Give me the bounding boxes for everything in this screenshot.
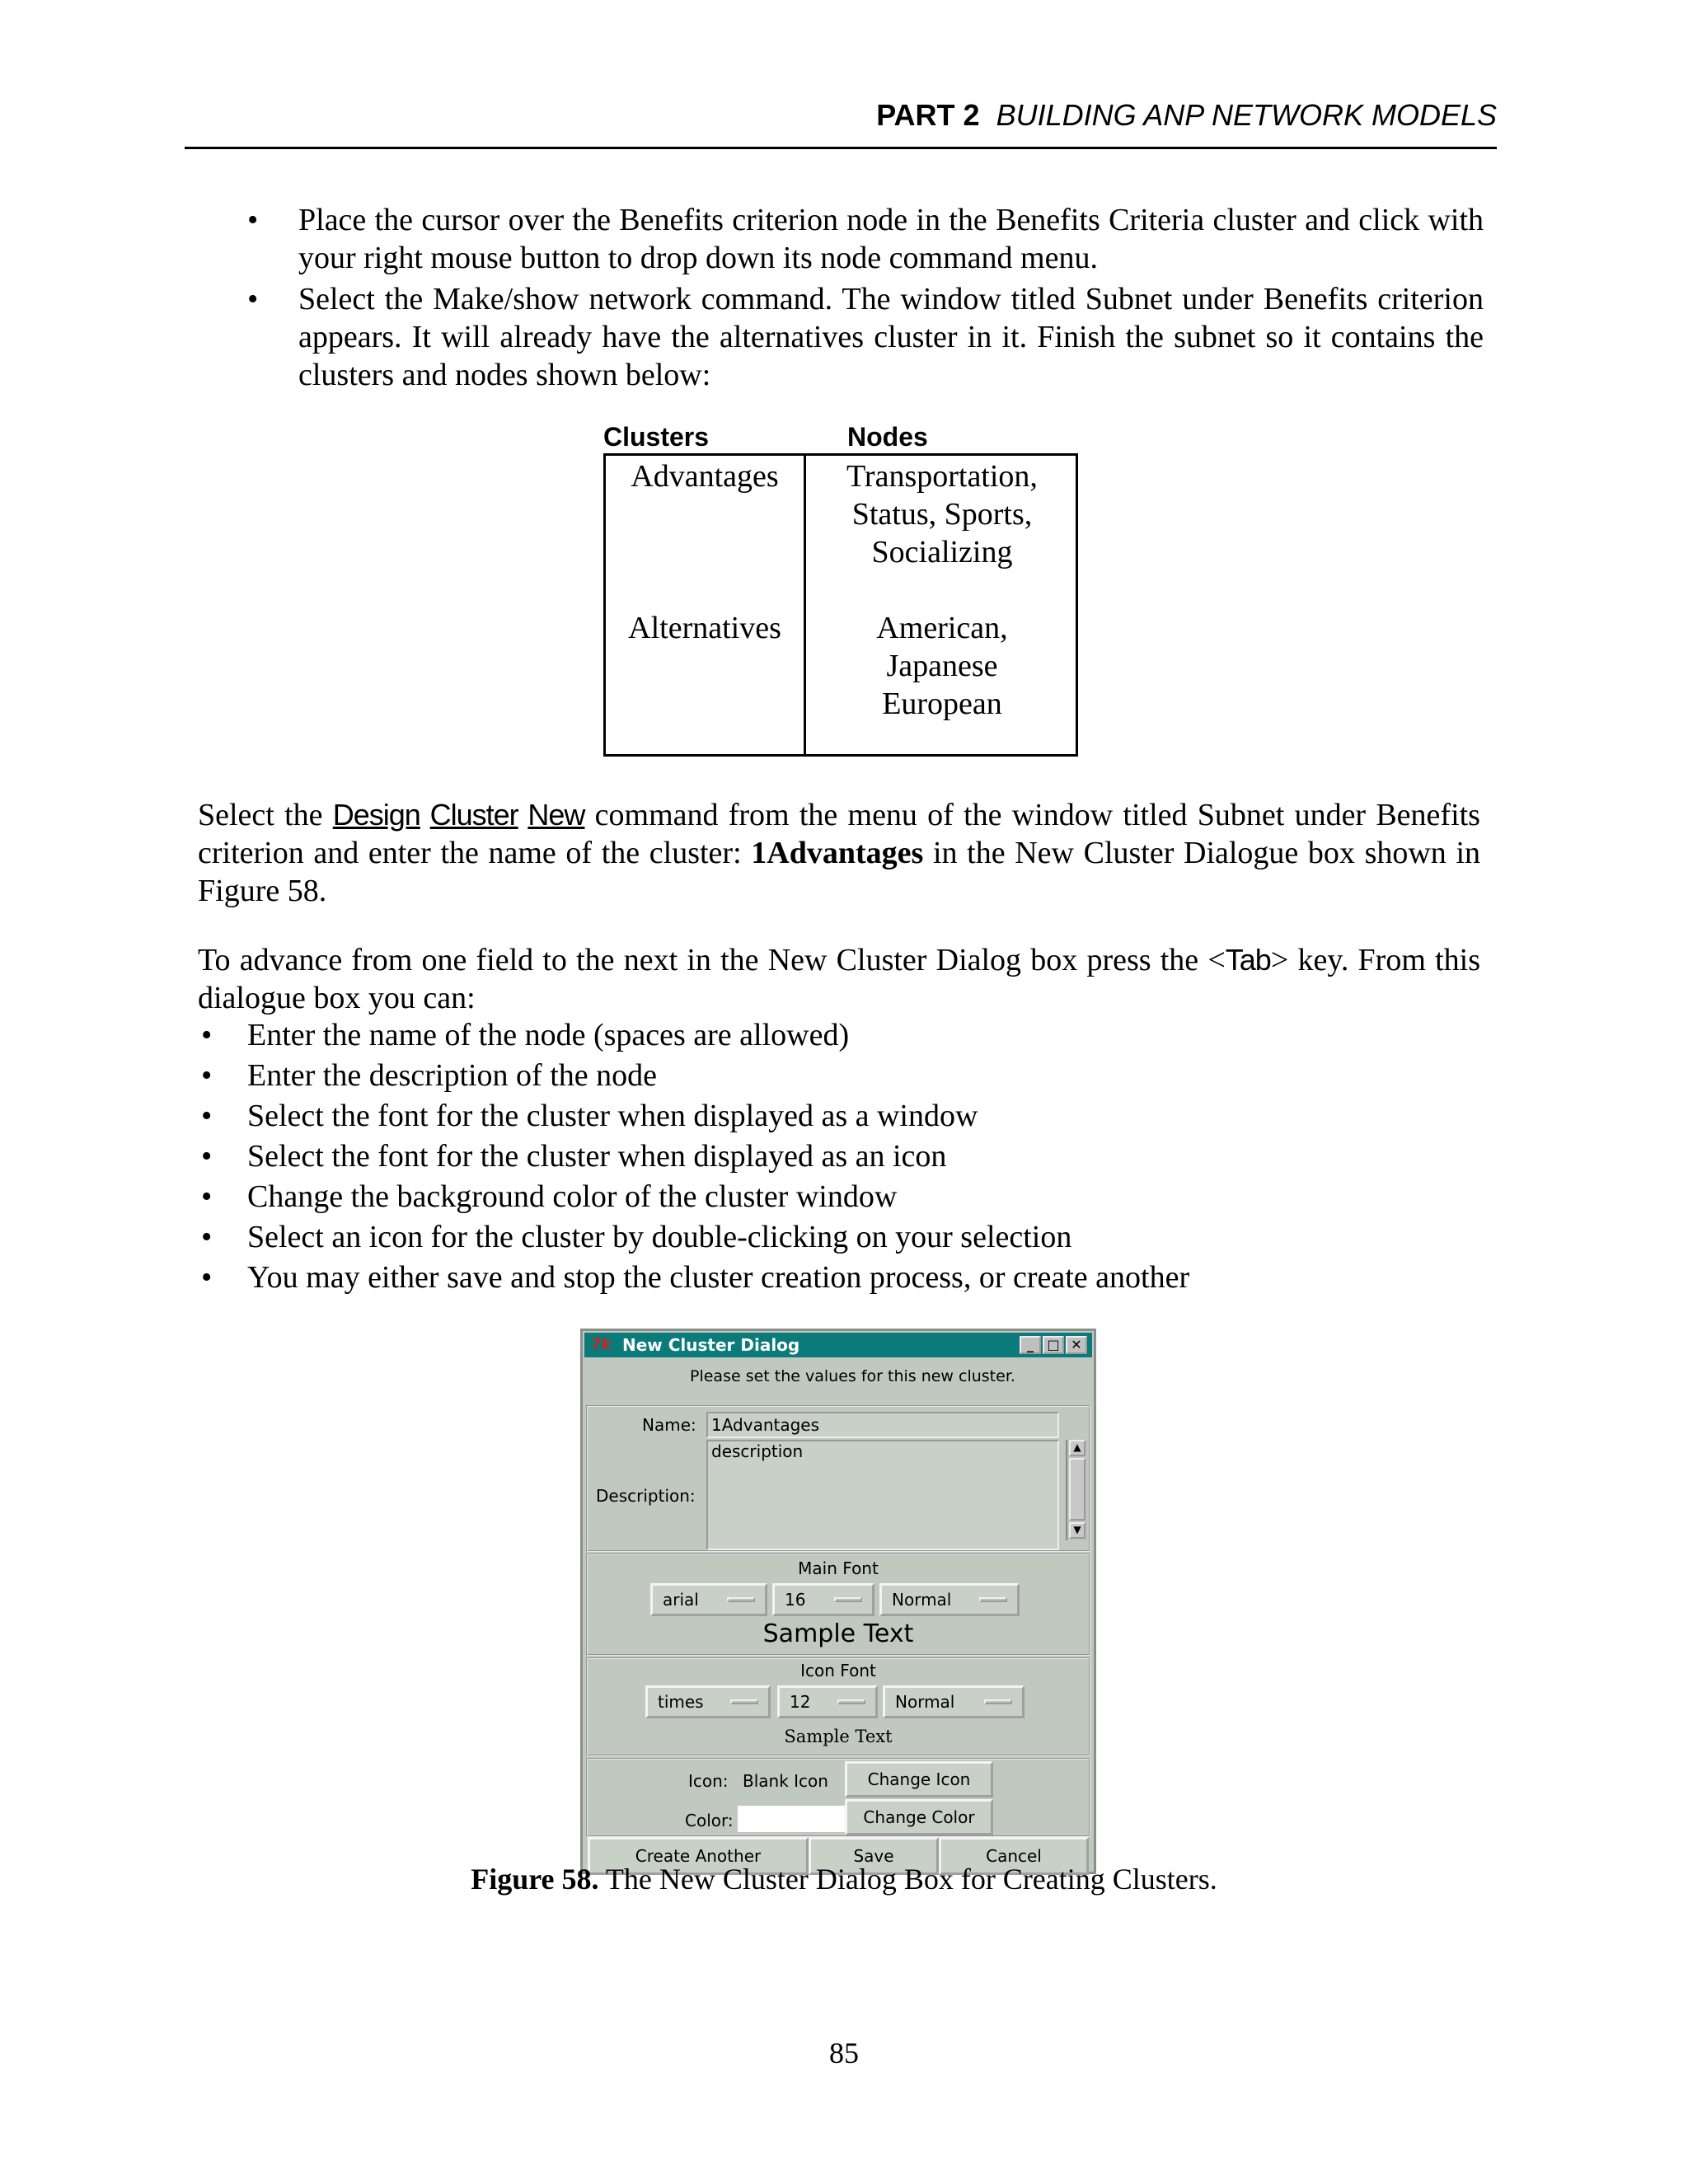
action-bullets	[198, 1015, 1484, 1298]
menu-command	[333, 798, 585, 832]
text-run: in the New Cluster Dialogue box shown in Figure 58.	[198, 836, 1480, 908]
menu-indicator-icon	[979, 1597, 1007, 1602]
scroll-up-arrow-icon[interactable]: ▲	[1069, 1440, 1085, 1456]
icon-font-style-menu[interactable]	[883, 1685, 1025, 1718]
change-color-button[interactable]: Change Color	[845, 1799, 993, 1835]
node-line: Japanese	[886, 649, 998, 683]
menu-value: times	[658, 1692, 704, 1712]
save-button[interactable]: Save	[809, 1837, 939, 1875]
node-line: Transportation,	[846, 459, 1038, 494]
main-font-size-menu[interactable]	[772, 1583, 874, 1616]
text-run: > key. From this dialogue box you can:	[198, 943, 1480, 1015]
tk-app-icon: 7k	[591, 1336, 612, 1353]
icon-value: Blank Icon	[743, 1771, 828, 1791]
figure-caption	[0, 1861, 1688, 1897]
main-font-panel	[586, 1554, 1090, 1656]
menu-indicator-icon	[730, 1699, 758, 1704]
list-item: • Select an icon for the cluster by double-clicking on your selection	[198, 1217, 1484, 1258]
cluster-name-bold: 1Advantages	[751, 836, 924, 870]
col-header-nodes: Nodes	[847, 422, 928, 452]
running-header	[185, 97, 1497, 134]
text-run: To advance from one field to the next in the New Cluster Dialog box press the <	[198, 943, 1226, 977]
dialog-titlebar[interactable]	[584, 1333, 1092, 1357]
nodes-cell	[806, 457, 1078, 571]
main-font-family-menu[interactable]	[650, 1583, 767, 1616]
icon-color-panel	[586, 1758, 1090, 1837]
page-number: 85	[829, 2036, 859, 2069]
paragraph-tab-key	[198, 941, 1480, 1017]
scroll-down-arrow-icon[interactable]: ▼	[1069, 1522, 1085, 1539]
dialog-prompt: Please set the values for this new cluster.	[690, 1367, 1015, 1385]
minimize-button[interactable]: _	[1020, 1336, 1041, 1354]
node-line: American,	[876, 611, 1008, 645]
cmd-cluster: Cluster	[429, 798, 518, 832]
list-item: • Select the Make/show network command. The window titled Subnet under Benefits criterion appears. It will already have the alternatives cluster in it. Finish the subnet so it contains the clusters and nodes shown below:	[247, 280, 1484, 394]
menu-value: arial	[663, 1590, 699, 1610]
icon-font-panel	[586, 1657, 1090, 1756]
description-textarea[interactable]: description	[706, 1440, 1059, 1550]
icon-font-label: Icon Font	[800, 1661, 876, 1680]
cluster-cell: Advantages	[631, 459, 779, 494]
close-button[interactable]: ✕	[1066, 1336, 1087, 1354]
menu-value: Normal	[895, 1692, 955, 1712]
menu-value: 12	[790, 1692, 811, 1712]
header-title: BUILDING ANP NETWORK MODELS	[996, 98, 1497, 132]
menu-value: 16	[785, 1590, 806, 1610]
cmd-new: New	[528, 798, 585, 832]
node-line: European	[882, 687, 1002, 721]
name-input[interactable]: 1Advantages	[706, 1412, 1059, 1438]
color-swatch	[738, 1806, 845, 1832]
change-icon-button[interactable]: Change Icon	[845, 1761, 993, 1797]
maximize-button[interactable]: □	[1043, 1336, 1064, 1354]
color-label: Color:	[685, 1811, 734, 1830]
table-box	[603, 453, 1078, 757]
dialog-title: New Cluster Dialog	[622, 1335, 800, 1355]
menu-indicator-icon	[834, 1597, 862, 1602]
menu-value: Normal	[892, 1590, 952, 1610]
description-label: Description:	[596, 1486, 696, 1506]
cmd-design: Design	[332, 798, 420, 832]
icon-font-family-menu[interactable]	[645, 1685, 771, 1718]
list-item: • Select the font for the cluster when displayed as an icon	[198, 1137, 1484, 1177]
main-font-label: Main Font	[798, 1558, 879, 1578]
name-description-panel	[586, 1405, 1090, 1552]
cancel-button[interactable]: Cancel	[939, 1837, 1089, 1875]
cluster-cell: Alternatives	[628, 611, 781, 645]
header-rule	[185, 147, 1497, 149]
paragraph-design-command	[198, 796, 1480, 910]
list-item: • You may either save and stop the cluster creation process, or create another	[198, 1258, 1484, 1298]
icon-font-size-menu[interactable]	[777, 1685, 878, 1718]
create-another-button[interactable]: Create Another	[588, 1837, 809, 1875]
name-label: Name:	[642, 1415, 696, 1435]
text-run: command from the menu of the window titled Subnet under Benefits criterion and enter the name of the cluster:	[198, 798, 1480, 870]
icon-label: Icon:	[688, 1771, 729, 1791]
col-header-clusters: Clusters	[603, 422, 710, 452]
text-run: Select the	[198, 798, 323, 832]
header-part: PART 2	[876, 98, 980, 132]
list-item: • Place the cursor over the Benefits criterion node in the Benefits Criteria cluster and click with your right mouse button to drop down its node command menu.	[247, 201, 1484, 277]
scroll-thumb[interactable]	[1069, 1458, 1085, 1521]
list-item: • Enter the name of the node (spaces are allowed)	[198, 1015, 1484, 1056]
caption-label: Figure 58.	[471, 1863, 599, 1896]
menu-indicator-icon	[727, 1597, 755, 1602]
node-line: Socializing	[871, 535, 1013, 569]
main-font-sample: Sample Text	[762, 1619, 914, 1648]
list-item: • Change the background color of the cluster window	[198, 1177, 1484, 1217]
list-item: • Enter the description of the node	[198, 1056, 1484, 1096]
menu-indicator-icon	[837, 1699, 865, 1704]
intro-bullets	[247, 201, 1484, 397]
icon-font-sample: Sample Text	[784, 1727, 893, 1746]
caption-text: The New Cluster Dialog Box for Creating Clusters.	[605, 1863, 1217, 1896]
node-line: Status, Sports,	[851, 497, 1033, 532]
nodes-cell	[806, 609, 1078, 723]
list-item: • Select the font for the cluster when displayed as a window	[198, 1096, 1484, 1137]
description-scrollbar[interactable]	[1066, 1440, 1087, 1540]
new-cluster-dialog	[580, 1329, 1096, 1874]
menu-indicator-icon	[984, 1699, 1012, 1704]
tab-key-label: Tab	[1225, 943, 1271, 977]
main-font-style-menu[interactable]	[879, 1583, 1020, 1616]
